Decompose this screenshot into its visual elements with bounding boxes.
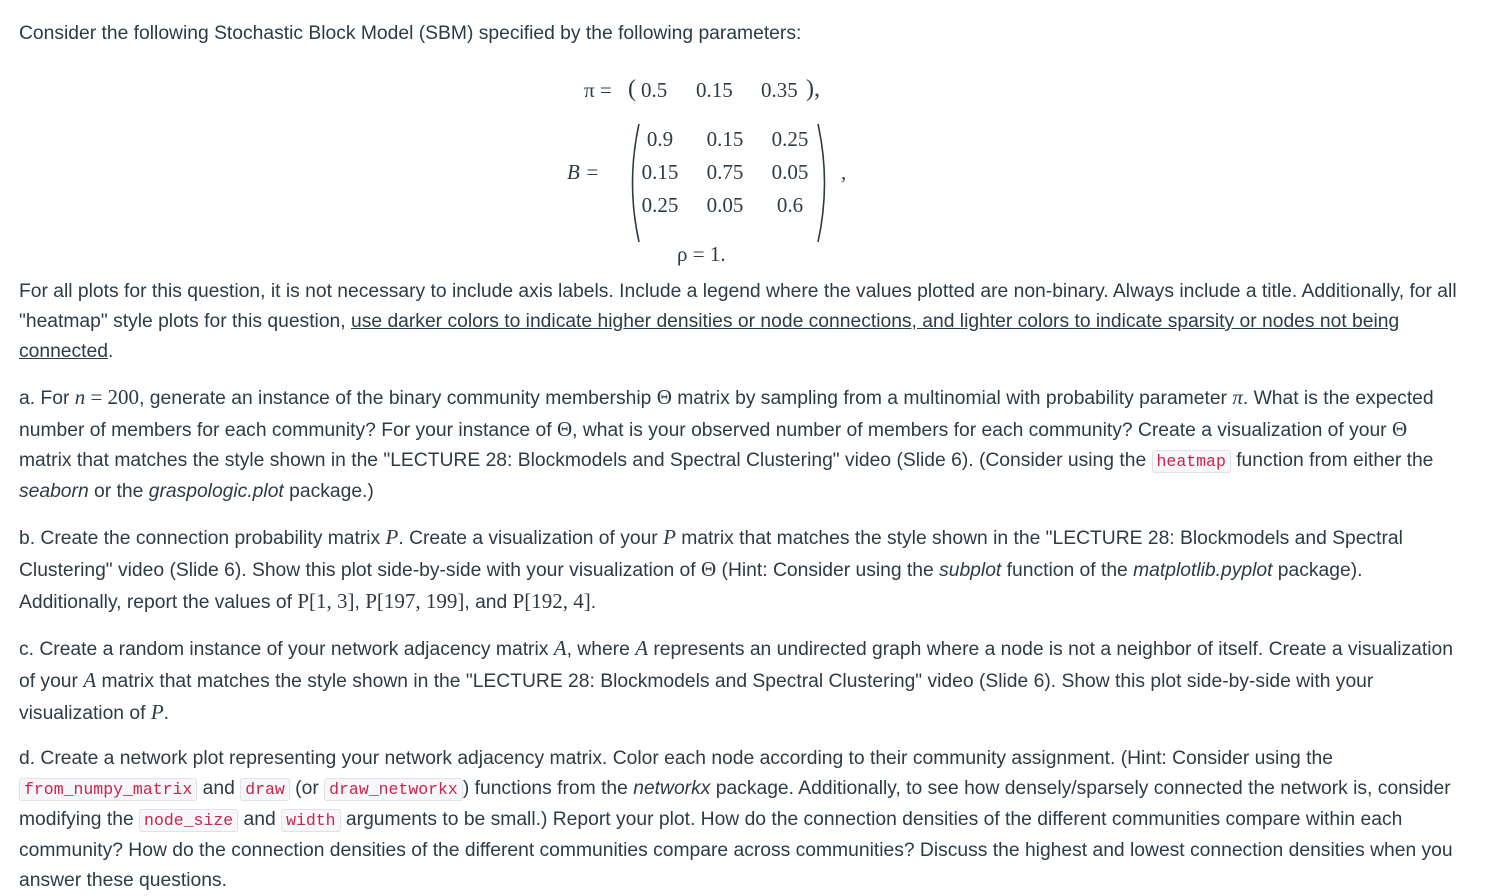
B-cell: 0.05 — [706, 193, 744, 217]
part-b: b. Create the connection probability matrix P. Create a visualization of your P matrix that matches the style shown in the "LECTURE 28: Blockmodels and Spectral Clustering" video (Slide 6). Show this plot side-by-side with your visualization of Θ (Hint: Consider using the subplot function of the matplotlib.pyplot package). Additionally, report the values of P[1, 3], P[197, 199], and P[192, 4]. — [19, 525, 1403, 613]
B-label: B = — [567, 160, 600, 184]
pi-value: 0.5 — [641, 78, 668, 102]
code-heatmap: heatmap — [1152, 450, 1231, 473]
code-width: width — [281, 809, 341, 832]
code-from-numpy-matrix: from_numpy_matrix — [19, 778, 197, 801]
B-cell: 0.25 — [641, 193, 679, 217]
intro-text: Consider the following Stochastic Block Model (SBM) specified by the following parameters: — [19, 23, 802, 44]
B-cell: 0.6 — [776, 193, 804, 217]
B-cell: 0.05 — [771, 160, 809, 184]
pi-value: 0.35 — [761, 78, 798, 102]
code-draw-networkx: draw_networkx — [324, 778, 463, 801]
pi-label: π = — [584, 78, 612, 102]
B-cell: 0.25 — [771, 127, 809, 151]
P-1-3: P[1, 3] — [297, 589, 355, 613]
pi-open-paren: ( — [628, 76, 636, 102]
heatmap-color-rule: use darker colors to indicate higher densities or node connections, and lighter colors to indicate sparsity or nodes not being connected — [19, 311, 1400, 362]
question-content — [19, 18, 1459, 896]
B-cell: 0.15 — [706, 127, 744, 151]
code-node-size: node_size — [139, 809, 238, 832]
rho-value: ρ = 1. — [677, 242, 726, 266]
sbm-parameters — [19, 56, 1459, 271]
B-cell: 0.9 — [646, 127, 674, 151]
pi-close-paren: ), — [806, 76, 820, 102]
part-c: c. Create a random instance of your network adjacency matrix A, where A represents an undirected graph where a node is not a neighbor of itself. Create a visualization of your A matrix that matches the style shown in the "LECTURE 28: Blockmodels and Spectral Clustering" video (Slide 6). Show this plot side-by-side with your visualization of P. — [19, 636, 1453, 724]
B-cell: 0.75 — [706, 160, 744, 184]
part-a: a. For n = 200, generate an instance of the binary community membership Θ matrix by sampling from a multinomial with probability parameter π. What is the expected number of members for each community? For your instance of Θ, what is your observed number of members for each community? Create a visualization of your Θ matrix that matches the style shown in the "LECTURE 28: Blockmodels and Spectral Clustering" video (Slide 6). (Consider using the heatmap function from either the seaborn or the graspologic.plot package.) — [19, 385, 1434, 502]
P-192-4: P[192, 4] — [512, 589, 591, 613]
B-trailing-comma: , — [841, 160, 847, 184]
code-draw: draw — [240, 778, 290, 801]
instructions-text: For all plots for this question, it is not necessary to include axis labels. Include a legend where the values plotted are non-binary. Always include a title. Additionally, for all "heatmap" style plots for this question, use darker colors to indicate higher densities or node connections, and lighter colors to indicate sparsity or nodes not being connected. — [19, 281, 1457, 362]
B-cell: 0.15 — [641, 160, 679, 184]
pi-value: 0.15 — [696, 78, 733, 102]
part-d: d. Create a network plot representing your network adjacency matrix. Color each node according to their community assignment. (Hint: Consider using the from_numpy_matrix and draw (or draw_networkx ) functions from the networkx package. Additionally, to see how densely/sparsely connected the network is, consider modifying the node_size and width arguments to be small.) Report your plot. How do the connection densities of the different communities compare within each community? How do the connection densities of the different communities compare across communities? Discuss the highest and lowest connection densities when you answer these questions. — [19, 748, 1453, 891]
P-197-199: P[197, 199] — [365, 589, 465, 613]
